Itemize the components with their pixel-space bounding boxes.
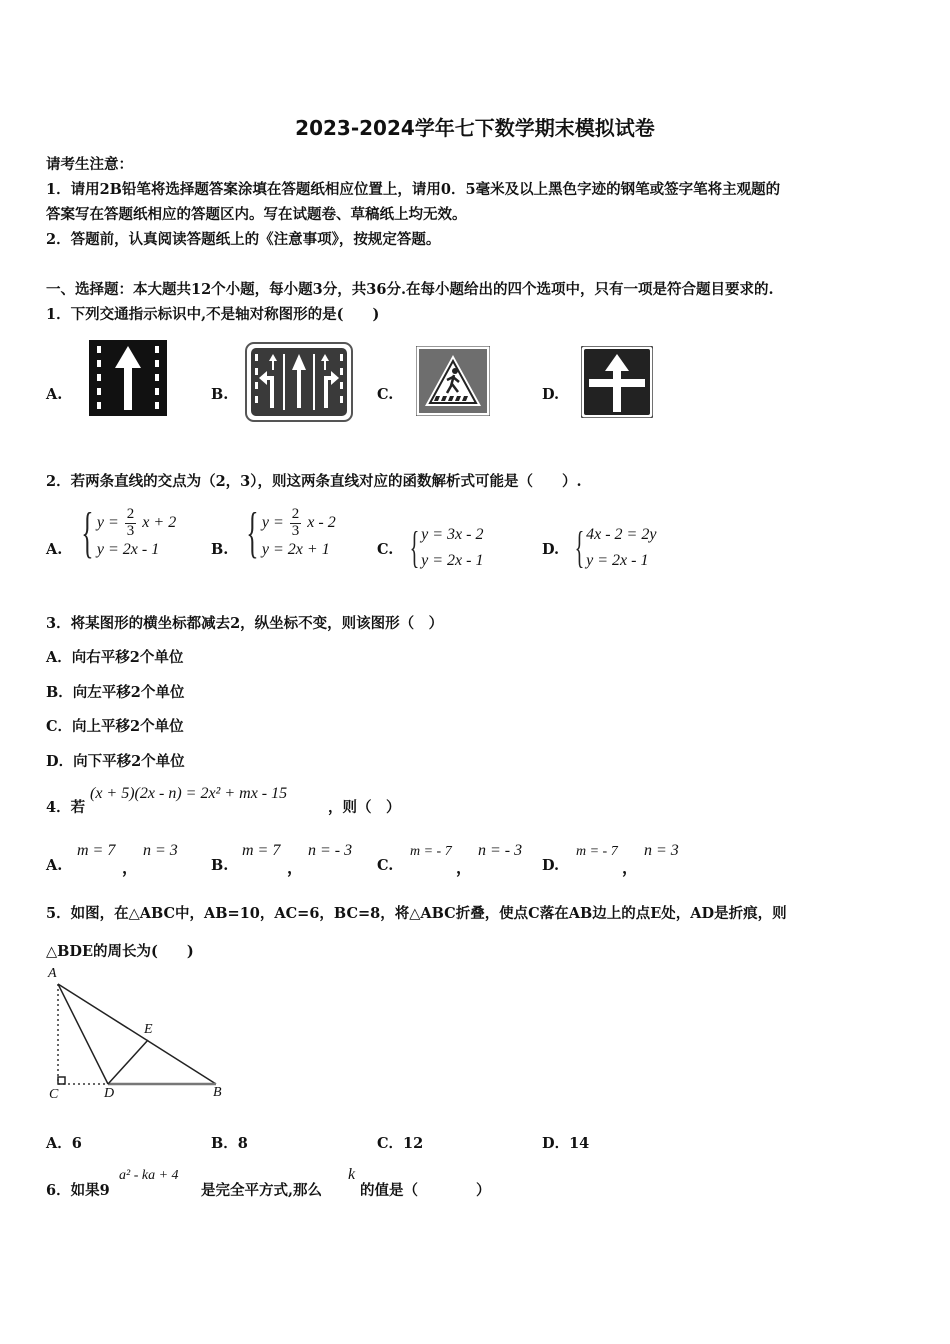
q5-option-c: C．12 [377, 1135, 424, 1152]
q4-d-comma: ， [622, 858, 639, 877]
lane-turn-sign-icon [245, 342, 353, 426]
q2-a-eq2: y = 2x - 1 [96, 541, 160, 559]
q2-b-eq1 [262, 507, 336, 540]
q2-option-a-label: A. [46, 541, 63, 558]
q3-option-d: D．向下平移2个单位 [46, 753, 185, 770]
q4-expression: (x + 5)(2x - n) = 2x² + mx - 15 [90, 785, 288, 802]
q5-option-d: D．14 [542, 1135, 590, 1152]
q4-d-n: n = 3 [644, 842, 679, 859]
q2-option-d-label: D. [542, 541, 560, 558]
q4-a-comma: ， [122, 858, 139, 877]
q1-option-d-label: D. [542, 386, 560, 403]
q2-b-eq2: y = 2x + 1 [261, 541, 330, 559]
q2-b-brace: { [246, 502, 259, 564]
notice-heading: 请考生注意： [46, 156, 133, 173]
q2-option-c-system [404, 523, 484, 572]
q2-text: 2．若两条直线的交点为（2，3），则这两条直线对应的函数解析式可能是（ ）. [46, 473, 582, 490]
notice-item1-line2: 答案写在答题纸相应的答题区内。写在试题卷、草稿纸上均无效。 [46, 206, 467, 223]
pedestrian-crossing-sign-icon [416, 346, 490, 420]
q4-b-comma: ， [287, 858, 304, 877]
q2-option-d-system [569, 523, 657, 572]
q5-label-d: D [104, 1086, 115, 1101]
q5-label-b: B [213, 1085, 222, 1100]
q5-text-line2: △BDE的周长为( ) [46, 943, 194, 960]
q2-c-brace: { [409, 523, 420, 572]
q5-option-b: B．8 [211, 1135, 248, 1152]
q2-option-c-label: C. [377, 541, 394, 558]
q2-a-eq1 [97, 507, 176, 540]
q4-a-m: m = 7 [77, 842, 116, 859]
q5-text-line1: 5．如图，在△ABC中，AB=10，AC=6，BC=8，将△ABC折叠，使点C落在AB边上的点E处，AD是折痕，则 [46, 905, 787, 922]
q2-c-eq1: y = 3x - 2 [421, 526, 484, 543]
q3-option-c: C．向上平移2个单位 [46, 718, 184, 735]
q2-b-frac-num: 2 [291, 505, 300, 522]
q2-b-fraction [290, 507, 302, 540]
q4-prefix: 4．若 [46, 799, 86, 816]
q2-option-a-system [74, 502, 177, 564]
q4-a-n: n = 3 [143, 842, 178, 859]
q4-b-n: n = - 3 [308, 842, 353, 859]
q4-option-b-label: B. [211, 857, 229, 874]
q2-a-eq1-rhs: x + 2 [142, 513, 177, 531]
section-heading: 一、选择题：本大题共12个小题，每小题3分，共36分.在每小题给出的四个选项中，只有一项是符合题目要求的. [46, 281, 774, 298]
q6-prefix: 6．如果9 [46, 1182, 110, 1199]
q6-suffix: 的值是（ ） [360, 1182, 491, 1199]
q5-label-a: A [48, 966, 57, 981]
q2-a-fraction [125, 507, 137, 540]
q1-option-a-label: A. [46, 386, 63, 403]
q4-c-m: m = - 7 [410, 844, 452, 859]
straight-lane-sign-icon [89, 340, 167, 420]
q6-k: k [348, 1166, 356, 1183]
q2-b-frac-den: 3 [291, 522, 300, 539]
q3-text: 3．将某图形的横坐标都减去2，纵坐标不变，则该图形（ ） [46, 615, 444, 632]
q3-option-a: A．向右平移2个单位 [46, 649, 184, 666]
q4-option-c-label: C. [377, 857, 394, 874]
q6-middle: 是完全平方式,那么 [201, 1182, 323, 1199]
q2-a-brace: { [81, 502, 94, 564]
intersection-sign-icon [581, 346, 653, 422]
q2-a-frac-num: 2 [126, 505, 135, 522]
q5-label-e: E [144, 1022, 153, 1037]
notice-item1-line1: 1．请用2B铅笔将选择题答案涂填在答题纸相应位置上，请用0．5毫米及以上黑色字迹的钢笔或签字笔将主观题的 [46, 181, 781, 198]
q5-option-a: A．6 [46, 1135, 82, 1152]
q4-suffix: ，则（ ） [328, 799, 401, 816]
q2-d-eq1: 4x - 2 = 2y [586, 526, 657, 543]
q6-expression: a² - ka + 4 [119, 1168, 179, 1183]
q2-option-b-label: B. [211, 541, 229, 558]
q2-a-eq1-lhs: y = [96, 513, 119, 531]
q2-option-b-system [239, 502, 336, 564]
q2-a-frac-den: 3 [126, 522, 135, 539]
q2-c-eq2: y = 2x - 1 [421, 552, 484, 569]
q4-option-a-label: A. [46, 857, 63, 874]
q4-c-n: n = - 3 [478, 842, 523, 859]
q3-option-b: B．向左平移2个单位 [46, 684, 185, 701]
q1-option-c-label: C. [377, 386, 394, 403]
q1-option-b-label: B. [211, 386, 229, 403]
q1-text: 1．下列交通指示标识中,不是轴对称图形的是( ) [46, 306, 380, 323]
q2-b-eq1-lhs: y = [261, 513, 284, 531]
q2-d-brace: { [574, 523, 585, 572]
q4-c-comma: ， [456, 858, 473, 877]
q5-label-c: C [49, 1087, 59, 1102]
q2-d-eq2: y = 2x - 1 [586, 552, 649, 569]
q4-d-m: m = - 7 [576, 844, 618, 859]
q4-option-d-label: D. [542, 857, 560, 874]
notice-item2: 2．答题前，认真阅读答题纸上的《注意事项》，按规定答题。 [46, 231, 441, 248]
q2-b-eq1-rhs: x - 2 [307, 513, 336, 531]
page-title: 2023-2024学年七下数学期末模拟试卷 [295, 116, 655, 140]
q4-b-m: m = 7 [242, 842, 281, 859]
